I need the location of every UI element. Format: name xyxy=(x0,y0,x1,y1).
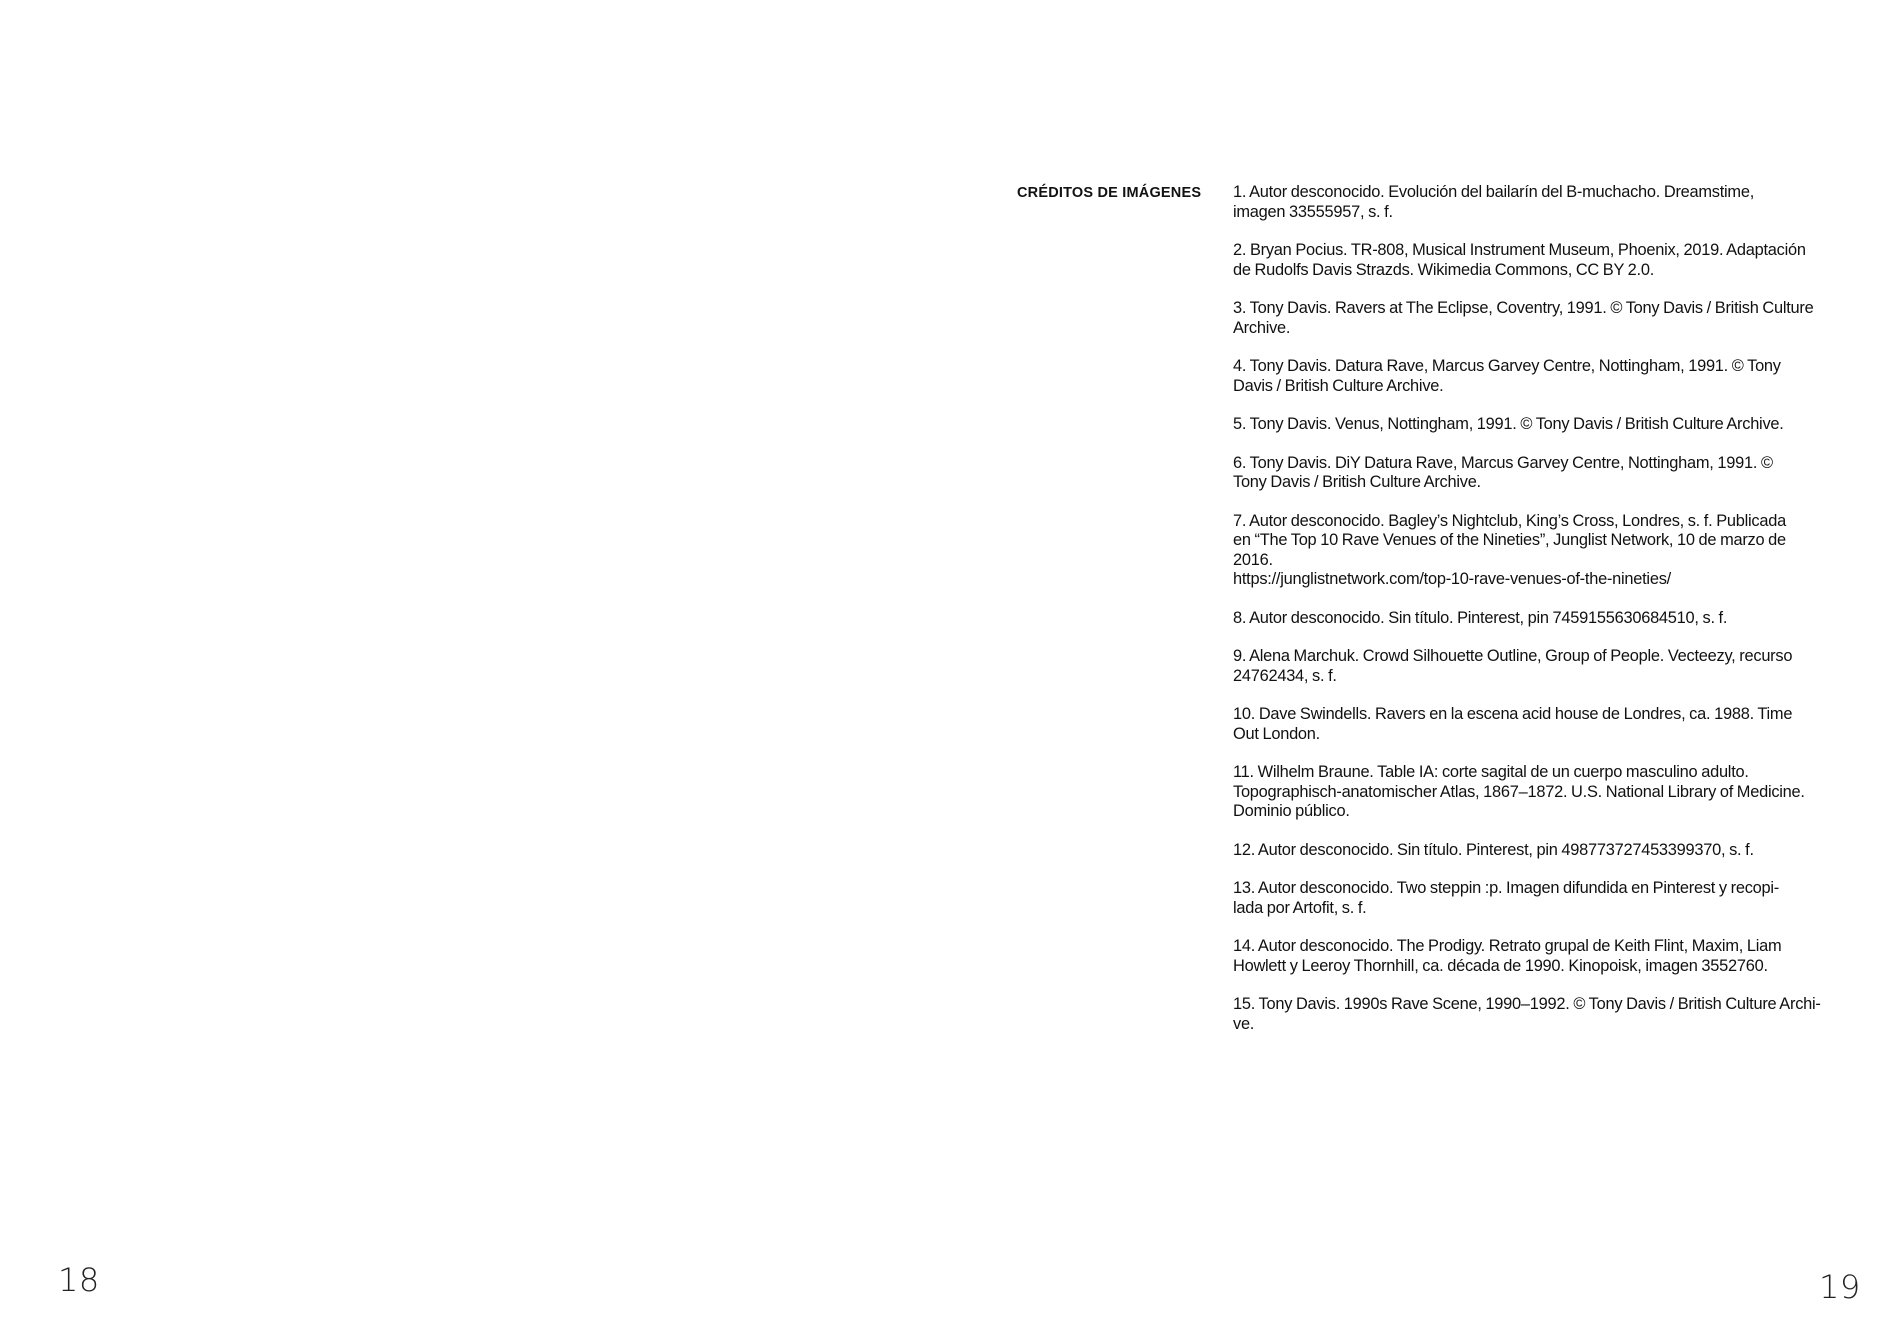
credit-line: Howlett y Leeroy Thornhill, ca. década de 1990. Kinopoisk, imagen 3552760. xyxy=(1233,956,1768,975)
credit-item xyxy=(1233,763,1865,822)
credit-item xyxy=(1233,357,1865,396)
credit-line: ve. xyxy=(1233,1014,1255,1033)
credit-line: de Rudolfs Davis Strazds. Wikimedia Commons, CC BY 2.0. xyxy=(1233,260,1655,279)
credit-line: 2016. xyxy=(1233,550,1273,569)
image-credits-list xyxy=(1233,183,1865,1053)
credit-line: Dominio público. xyxy=(1233,802,1350,820)
credit-item xyxy=(1233,415,1865,435)
credit-line: 6. Tony Davis. DiY Datura Rave, Marcus Garvey Centre, Nottingham, 1991. © xyxy=(1233,453,1773,472)
credit-line: 1. Autor desconocido. Evolución del bailarín del B-muchacho. Dreamstime, xyxy=(1233,183,1754,201)
credit-item xyxy=(1233,647,1865,686)
section-heading: CRÉDITOS DE IMÁGENES xyxy=(1017,185,1202,201)
credit-line: 13. Autor desconocido. Two steppin :p. Imagen difundida en Pinterest y recopi- xyxy=(1233,879,1779,897)
page-number-right: 19 xyxy=(1819,1268,1861,1306)
page-number-left: 18 xyxy=(58,1261,100,1299)
credit-item xyxy=(1233,705,1865,744)
credit-line: 8. Autor desconocido. Sin título. Pinterest, pin 745915563068451​0, s. f. xyxy=(1233,608,1728,627)
credit-line: 4. Tony Davis. Datura Rave, Marcus Garvey Centre, Nottingham, 1991. © Tony xyxy=(1233,357,1781,375)
credit-item xyxy=(1233,609,1865,629)
credit-line: 15. Tony Davis. 1990s Rave Scene, 1990–1992. © Tony Davis / British Culture Archi- xyxy=(1233,995,1821,1013)
credit-line: imagen 33555957, s. f. xyxy=(1233,202,1393,221)
credit-line: Out London. xyxy=(1233,724,1320,743)
credit-line: 2. Bryan Pocius. TR-808, Musical Instrument Museum, Phoenix, 2019. Adaptación xyxy=(1233,241,1806,259)
credit-item xyxy=(1233,299,1865,338)
credit-line: 10. Dave Swindells. Ravers en la escena acid house de Londres, ca. 1988. Time xyxy=(1233,705,1793,723)
credit-item xyxy=(1233,241,1865,280)
credit-item xyxy=(1233,454,1865,493)
credit-item xyxy=(1233,512,1865,590)
credit-item xyxy=(1233,995,1865,1034)
credit-line: en “The Top 10 Rave Venues of the Nineties”, Junglist Network, 10 de marzo de xyxy=(1233,531,1786,549)
credit-line: 24762434, s. f. xyxy=(1233,666,1337,685)
credit-line: 3. Tony Davis. Ravers at The Eclipse, Coventry, 1991. © Tony Davis / British Culture xyxy=(1233,299,1814,317)
credit-item xyxy=(1233,841,1865,861)
credit-line: lada por Artofit, s. f. xyxy=(1233,898,1367,917)
credit-item xyxy=(1233,937,1865,976)
credit-line: Archive. xyxy=(1233,318,1291,337)
credit-line: 12. Autor desconocido. Sin título. Pinterest, pin 498773727453399370, s. f. xyxy=(1233,840,1754,859)
credit-line: https://junglistnetwork.com/top-10-rave-venues-of-the-nineties/ xyxy=(1233,570,1671,588)
credit-item xyxy=(1233,879,1865,918)
credit-line: 7. Autor desconocido. Bagley’s Nightclub, King’s Cross, Londres, s. f. Publicada xyxy=(1233,511,1786,530)
credit-line: Davis / British Culture Archive. xyxy=(1233,376,1444,395)
credit-line: Topographisch-anatomischer Atlas, 1867–1872. U.S. National Library of Medicine. xyxy=(1233,782,1805,801)
credit-line: 11. Wilhelm Braune. Table IA: corte sagital de un cuerpo masculino adulto. xyxy=(1233,763,1749,781)
credit-item xyxy=(1233,183,1865,222)
credit-line: 14. Autor desconocido. The Prodigy. Retrato grupal de Keith Flint, Maxim, Liam xyxy=(1233,937,1782,955)
credit-line: 9. Alena Marchuk. Crowd Silhouette Outline, Group of People. Vecteezy, recurso xyxy=(1233,647,1793,665)
credit-line: Tony Davis / British Culture Archive. xyxy=(1233,473,1481,491)
credit-line: 5. Tony Davis. Venus, Nottingham, 1991. © Tony Davis / British Culture Archive. xyxy=(1233,415,1784,433)
